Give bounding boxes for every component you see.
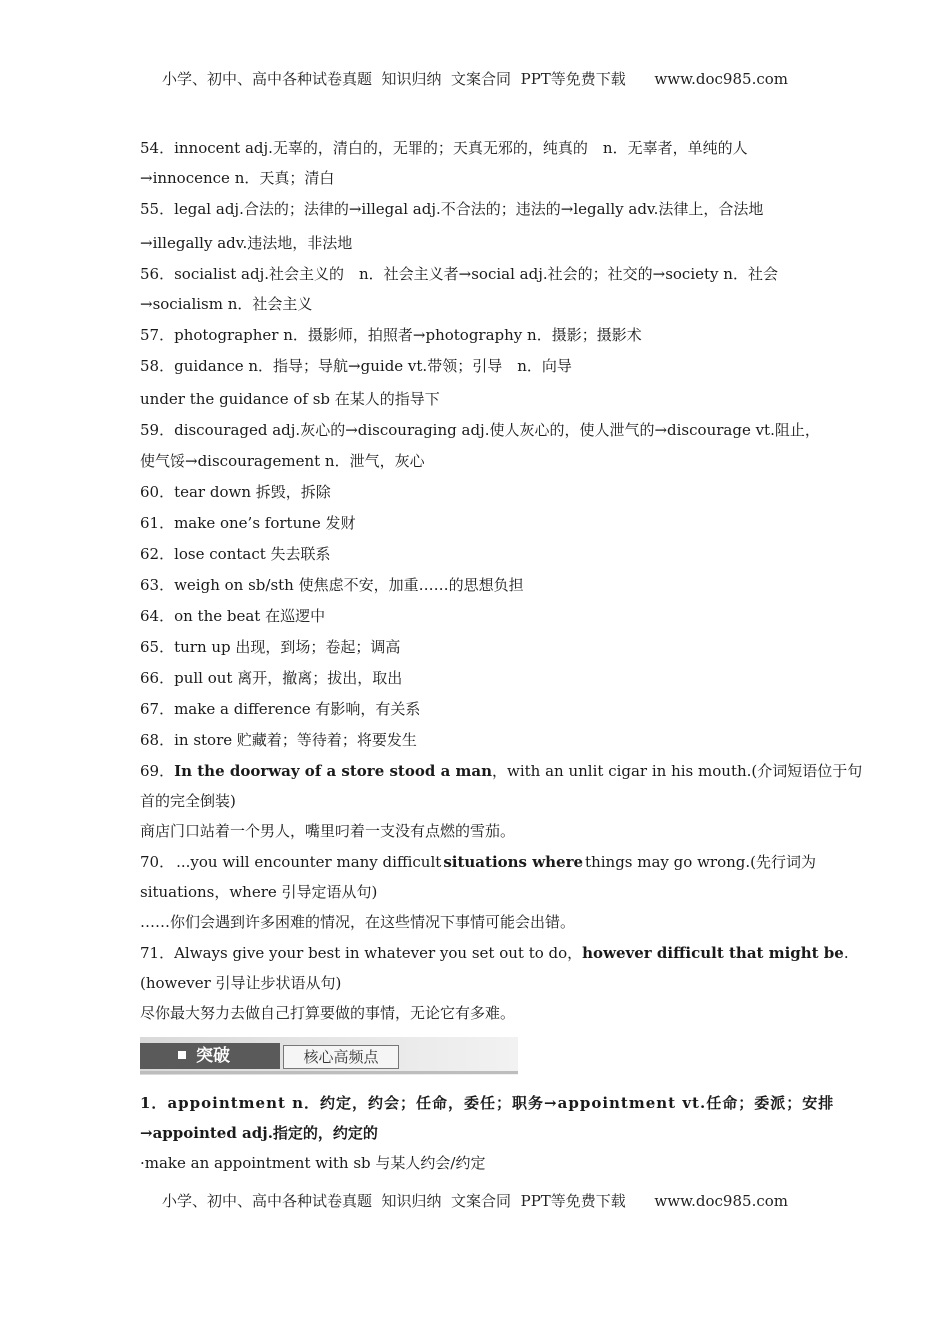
entry-70-rest: things may go wrong.(先行词为 xyxy=(585,853,816,871)
entry-59 xyxy=(140,420,820,471)
entry-55 xyxy=(140,199,816,253)
entry-63: 63．weigh on sb/sth 使焦虑不安，加重……的思想负担 xyxy=(140,576,524,594)
entry-55-line-1: 55．legal adj.合法的；法律的→illegal adj.不合法的；违法的→legally adv.法律上，合法地 xyxy=(140,200,764,218)
entry-71-rest: . xyxy=(843,944,849,962)
entry-55-line-2: →illegally adv.违法地，非法地 xyxy=(140,234,353,252)
entry-69-translation: 商店门口站着一个男人，嘴里叼着一支没有点燃的雪茄。 xyxy=(140,822,516,840)
entry-58 xyxy=(140,356,816,409)
entry-54-line-2: →innocence n．天真；清白 xyxy=(140,169,335,187)
entry-70 xyxy=(140,852,816,932)
entry-59-line-1: 59．discouraged adj.灰心的→discouraging adj.使人灰心的，使人泄气的→discourage vt.阻止， xyxy=(140,421,820,439)
appointment-definition: appointment n．约定，约会；任命，委任；职务→appointment vt.任命；委派；安排 xyxy=(167,1094,835,1112)
entry-66: 66．pull out 离开，撤离；拔出，取出 xyxy=(140,669,403,687)
entry-69-number: 69． xyxy=(140,762,175,780)
entry-57-line-1: 57．photographer n．摄影师，拍照者→photography n．摄影；摄影术 xyxy=(140,326,642,344)
entry-61: 61．make one’s fortune 发财 xyxy=(140,514,356,532)
entry-68: 68．in store 贮藏着；等待着；将要发生 xyxy=(140,731,417,749)
entry-64: 64．on the beat 在巡逻中 xyxy=(140,607,326,625)
entry-56-line-1: 56．socialist adj.社会主义的 n．社会主义者→social adj.社会的；社交的→society n．社会 xyxy=(140,265,778,283)
entry-69-line-2: 首的完全倒装) xyxy=(140,792,236,810)
entry-71-translation: 尽你最大努力去做自己打算要做的事情，无论它有多难。 xyxy=(140,1004,516,1022)
entry-70-bold-phrase: situations where xyxy=(443,853,584,871)
entry-56 xyxy=(140,264,816,314)
entry-56-line-2: →socialism n．社会主义 xyxy=(140,295,313,313)
section-dark-tab xyxy=(140,1043,280,1069)
entry-60: 60．tear down 拆毁，拆除 xyxy=(140,483,331,501)
appointment-entry xyxy=(140,1093,835,1173)
entry-57 xyxy=(140,325,816,345)
entry-69-bold-sentence: In the doorway of a store stood a man xyxy=(174,762,493,780)
section-light-label: 核心高频点 xyxy=(283,1045,399,1069)
entry-58-line-1: 58．guidance n．指导；导航→guide vt.带领；引导 n．向导 xyxy=(140,357,572,375)
appointment-line-2: →appointed adj.指定的，约定的 xyxy=(140,1124,378,1142)
section-dark-label: 突破 xyxy=(196,1046,230,1066)
entry-54-line-1: 54．innocent adj.无辜的，清白的，无罪的；天真无邪的，纯真的 n．无辜者，单纯的人 xyxy=(140,139,748,157)
entry-70-line-2: situations，where 引导定语从句) xyxy=(140,883,378,901)
entry-71-number: 71． xyxy=(140,944,175,962)
entry-69-line-1 xyxy=(140,761,863,781)
header-banner: 小学、初中、高中各种试卷真题 知识归纳 文案合同 PPT等免费下载 www.doc985.com xyxy=(161,70,788,88)
entry-70-translation: ……你们会遇到许多困难的情况，在这些情况下事情可能会出错。 xyxy=(140,913,576,931)
appointment-phrase: ·make an appointment with sb 与某人约会/约定 xyxy=(140,1154,486,1172)
entry-70-pre: ...you will encounter many difficult xyxy=(176,853,442,871)
entry-65: 65．turn up 出现，到场；卷起；调高 xyxy=(140,638,401,656)
entry-59-line-2: 使气馁→discouragement n．泄气，灰心 xyxy=(140,452,425,470)
entry-71 xyxy=(140,943,849,1023)
entry-71-line-2: (however 引导让步状语从句) xyxy=(140,974,342,992)
page-content xyxy=(140,138,863,1184)
entry-71-bold-phrase: however difficult that might be xyxy=(582,944,844,962)
entry-58-line-2: under the guidance of sb 在某人的指导下 xyxy=(140,390,440,408)
appointment-line-1 xyxy=(140,1093,835,1113)
footer-banner: 小学、初中、高中各种试卷真题 知识归纳 文案合同 PPT等免费下载 www.doc985.com xyxy=(161,1192,788,1210)
entry-71-pre: Always give your best in whatever you set out to do， xyxy=(174,944,583,962)
entry-71-line-1 xyxy=(140,943,849,963)
entry-69-rest: ，with an unlit cigar in his mouth.(介词短语位于句 xyxy=(492,762,863,780)
section-underline xyxy=(140,1071,518,1074)
entry-54 xyxy=(140,138,816,188)
entry-69 xyxy=(140,761,863,841)
section-header-bar xyxy=(140,1037,518,1075)
entry-62: 62．lose contact 失去联系 xyxy=(140,545,331,563)
appointment-number: 1． xyxy=(140,1094,168,1112)
square-bullet-icon xyxy=(178,1051,186,1059)
entry-70-number: 70． xyxy=(140,853,175,871)
entry-70-line-1 xyxy=(140,852,816,872)
entry-67: 67．make a difference 有影响，有关系 xyxy=(140,700,421,718)
